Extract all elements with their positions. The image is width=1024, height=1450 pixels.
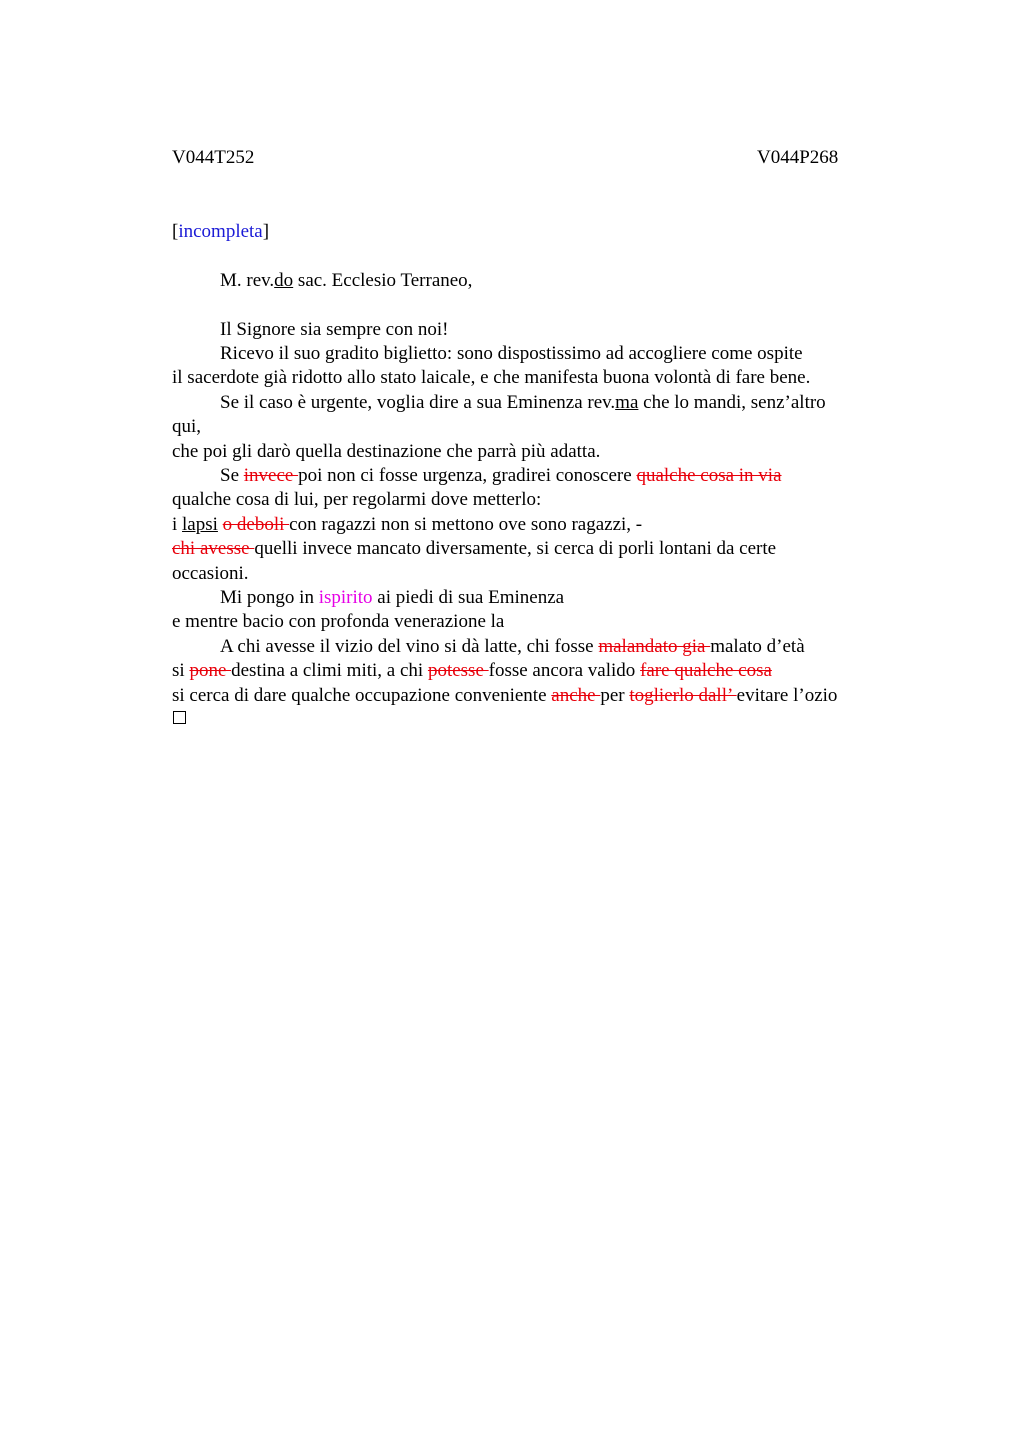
text-segment: poi non ci fosse urgenza, gradirei conoscere [298,465,637,486]
highlighted-word: ispirito [318,587,373,608]
deleted-text: malandato gia [598,636,711,657]
text-line: il sacerdote già ridotto allo stato laicale, e che manifesta buona volontà di fare bene. [172,367,811,388]
deleted-text: invece [243,465,299,486]
text-line: Il Signore sia sempre con noi! [220,319,449,340]
text-segment: evitare l’ozio [736,685,838,706]
end-mark-box-icon [173,711,186,724]
bracket-open: [ [172,221,179,242]
deleted-text: fare qualche cosa [640,660,772,681]
text-line: qualche cosa di lui, per regolarmi dove metterlo: [172,489,542,510]
text-line [220,635,805,659]
doc-code-right: V044P268 [757,147,839,168]
text-segment: malato d’età [710,636,805,657]
underlined-word: lapsi [182,514,218,535]
text-segment: A chi avesse il vizio del vino si dà latte, chi fosse [220,636,599,657]
text-line [172,513,642,537]
text-segment: per [600,685,630,706]
salutation-abbrev: do [274,270,294,291]
text-line: e mentre bacio con profonda venerazione la [172,611,505,632]
text-segment: che lo mandi, senz’altro [638,392,826,413]
text-segment: i [172,514,183,535]
deleted-text: anche [551,685,601,706]
text-line: Ricevo il suo gradito biglietto: sono dispostissimo ad accogliere come ospite [220,343,803,364]
status-note [172,220,269,244]
text-segment: ai piedi di sua Eminenza [372,587,565,608]
deleted-text: toglierlo dall’ [629,685,737,706]
text-line [172,684,837,708]
text-segment: Mi pongo in [220,587,319,608]
deleted-text: pone [189,660,232,681]
deleted-text: potesse [427,660,489,681]
text-line [220,464,782,488]
text-line [172,659,772,683]
salutation [220,269,472,293]
doc-code-left: V044T252 [172,147,255,168]
text-line [172,537,776,561]
salutation-name: sac. Ecclesio Terraneo, [293,270,473,291]
text-segment: quelli invece mancato diversamente, si cerca di porli lontani da certe [254,538,777,559]
text-segment: si [172,660,190,681]
text-segment: Se il caso è urgente, voglia dire a sua Eminenza rev. [220,392,616,413]
text-segment: Se [220,465,244,486]
text-line: che poi gli darò quella destinazione che parrà più adatta. [172,441,601,462]
text-segment: con ragazzi non si mettono ove sono ragazzi, - [289,514,643,535]
text-line [220,391,826,415]
bracket-close: ] [262,221,270,242]
text-line: qui, [172,416,202,437]
text-line [220,586,564,610]
salutation-text: M. rev. [220,270,275,291]
text-line: occasioni. [172,563,249,584]
text-segment: si cerca di dare qualche occupazione conveniente [172,685,552,706]
deleted-text: chi avesse [172,538,255,559]
text-segment: destina a climi miti, a chi [231,660,428,681]
deleted-text: qualche cosa in via [636,465,782,486]
text-segment: fosse ancora valido [488,660,641,681]
abbrev-underlined: ma [615,392,639,413]
status-label: incompleta [178,221,263,242]
deleted-text: o deboli [222,514,290,535]
